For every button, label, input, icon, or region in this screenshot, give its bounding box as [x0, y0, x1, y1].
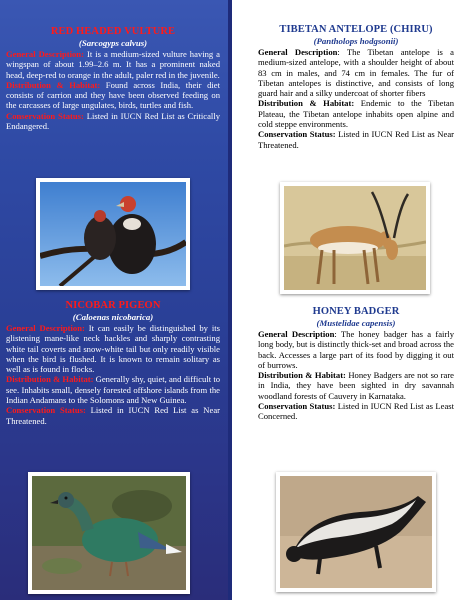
pigeon-description-text: It can easily be distinguished by its glistening mane-like neck hackles and sharply contrasting white tail coverts and snow-white tail but only readily visible when the bird is flushed. It is known to remain solitary as well as is found in flocks.: [6, 323, 220, 375]
badger-distribution: [258, 370, 454, 401]
vulture-title: RED HEADED VULTURE: [50, 26, 176, 37]
badger-conservation-label: Conservation Status:: [258, 401, 336, 412]
antelope-conservation-label: Conservation Status:: [258, 129, 336, 140]
badger-scientific-name: (Mustelidae capensis): [316, 318, 396, 328]
badger-distribution-label: Distribution & Habitat:: [258, 370, 346, 381]
pigeon-distribution-text: Generally shy, quiet, and difficult to see. Inhabits small, densely forested offshore islands from the Indian Andamans to the Solomons and New Guinea.: [6, 374, 220, 406]
vulture-photo: [36, 178, 190, 290]
badger-photo: [276, 472, 436, 592]
badger-description-label: General Description: [258, 329, 335, 339]
pigeon-conservation: [6, 405, 220, 426]
badger-conservation: [258, 401, 454, 422]
vulture-description-text: It is a medium-sized vulture having a wingspan of about 1.99–2.6 m. It has a prominent naked head, deep-red to orange in the adult, paler red in the juvenile.: [6, 49, 220, 80]
vulture-conservation-text: Listed in IUCN Red List as Critically Endangered.: [6, 110, 220, 132]
vulture-distribution-text: Found across India, their diet consists of carrion and they have been observed feeding on the carcasses of large ungulates, birds, turtles and fish.: [6, 79, 220, 111]
pigeon-conservation-text: Listed in IUCN Red List as Near Threatened.: [6, 405, 220, 426]
antelope-conservation-text: Listed in IUCN Red List as Near Threatened.: [258, 129, 454, 150]
vulture-conservation: [6, 111, 220, 132]
pigeon-title: NICOBAR PIGEON: [65, 300, 161, 311]
antelope-description: [258, 47, 454, 98]
pigeon-distribution-label: Distribution & Habitat:: [6, 374, 94, 385]
badger-description-text: : The honey badger has a fairly long body, but is distinctly thick-set and broad across the back. Accesses a large part of its food by digging it out of burrows.: [258, 329, 454, 370]
pigeon-description: [6, 323, 220, 374]
vulture-scientific-name: (Sarcogyps calvus): [78, 38, 148, 48]
antelope-description-label: General Description: [258, 47, 338, 57]
vulture-description-label: General Description:: [6, 49, 84, 59]
pigeon-distribution: [6, 374, 220, 405]
pigeon-conservation-label: Conservation Status:: [6, 405, 86, 416]
antelope-distribution-label: Distribution & Habitat:: [258, 98, 355, 109]
pigeon-section: [6, 300, 220, 426]
pigeon-scientific-name: (Caloenas nicobarica): [72, 312, 154, 322]
badger-section: [258, 306, 454, 422]
antelope-title: TIBETAN ANTELOPE (CHIRU): [279, 24, 433, 35]
antelope-distribution: [258, 98, 454, 129]
badger-conservation-text: Listed in IUCN Red List as Least Concerned.: [258, 401, 454, 422]
vulture-distribution: [6, 80, 220, 111]
right-column: [232, 0, 460, 600]
antelope-section: [258, 24, 454, 150]
antelope-description-text: : The Tibetan antelope is a medium-sized antelope, with a shoulder height of about 83 cm in males, and 74 cm in females. The fur of Tibetan antelopes is distinctive, and consists of long guard hair and a silky undercoat of shorter fibers: [258, 47, 454, 99]
left-column: [0, 0, 228, 600]
vulture-description: [6, 49, 220, 80]
pigeon-description-label: General Description:: [6, 323, 85, 333]
pigeon-photo: [28, 472, 190, 594]
badger-distribution-text: Honey Badgers are not so rare in India, they have been sighted in dry savannah woodland forests of Cauvery in Karnataka.: [258, 370, 454, 401]
antelope-photo: [280, 182, 430, 294]
antelope-distribution-text: Endemic to the Tibetan Plateau, the Tibetan antelope inhabits open alpine and cold steppe environments.: [258, 98, 454, 130]
vulture-section: [6, 26, 220, 131]
badger-title: HONEY BADGER: [312, 306, 400, 317]
badger-description: [258, 329, 454, 370]
vulture-distribution-label: Distribution & Habitat:: [6, 79, 101, 90]
antelope-scientific-name: (Pantholops hodgsonii): [313, 36, 399, 46]
vulture-conservation-label: Conservation Status:: [6, 110, 84, 121]
antelope-conservation: [258, 129, 454, 150]
